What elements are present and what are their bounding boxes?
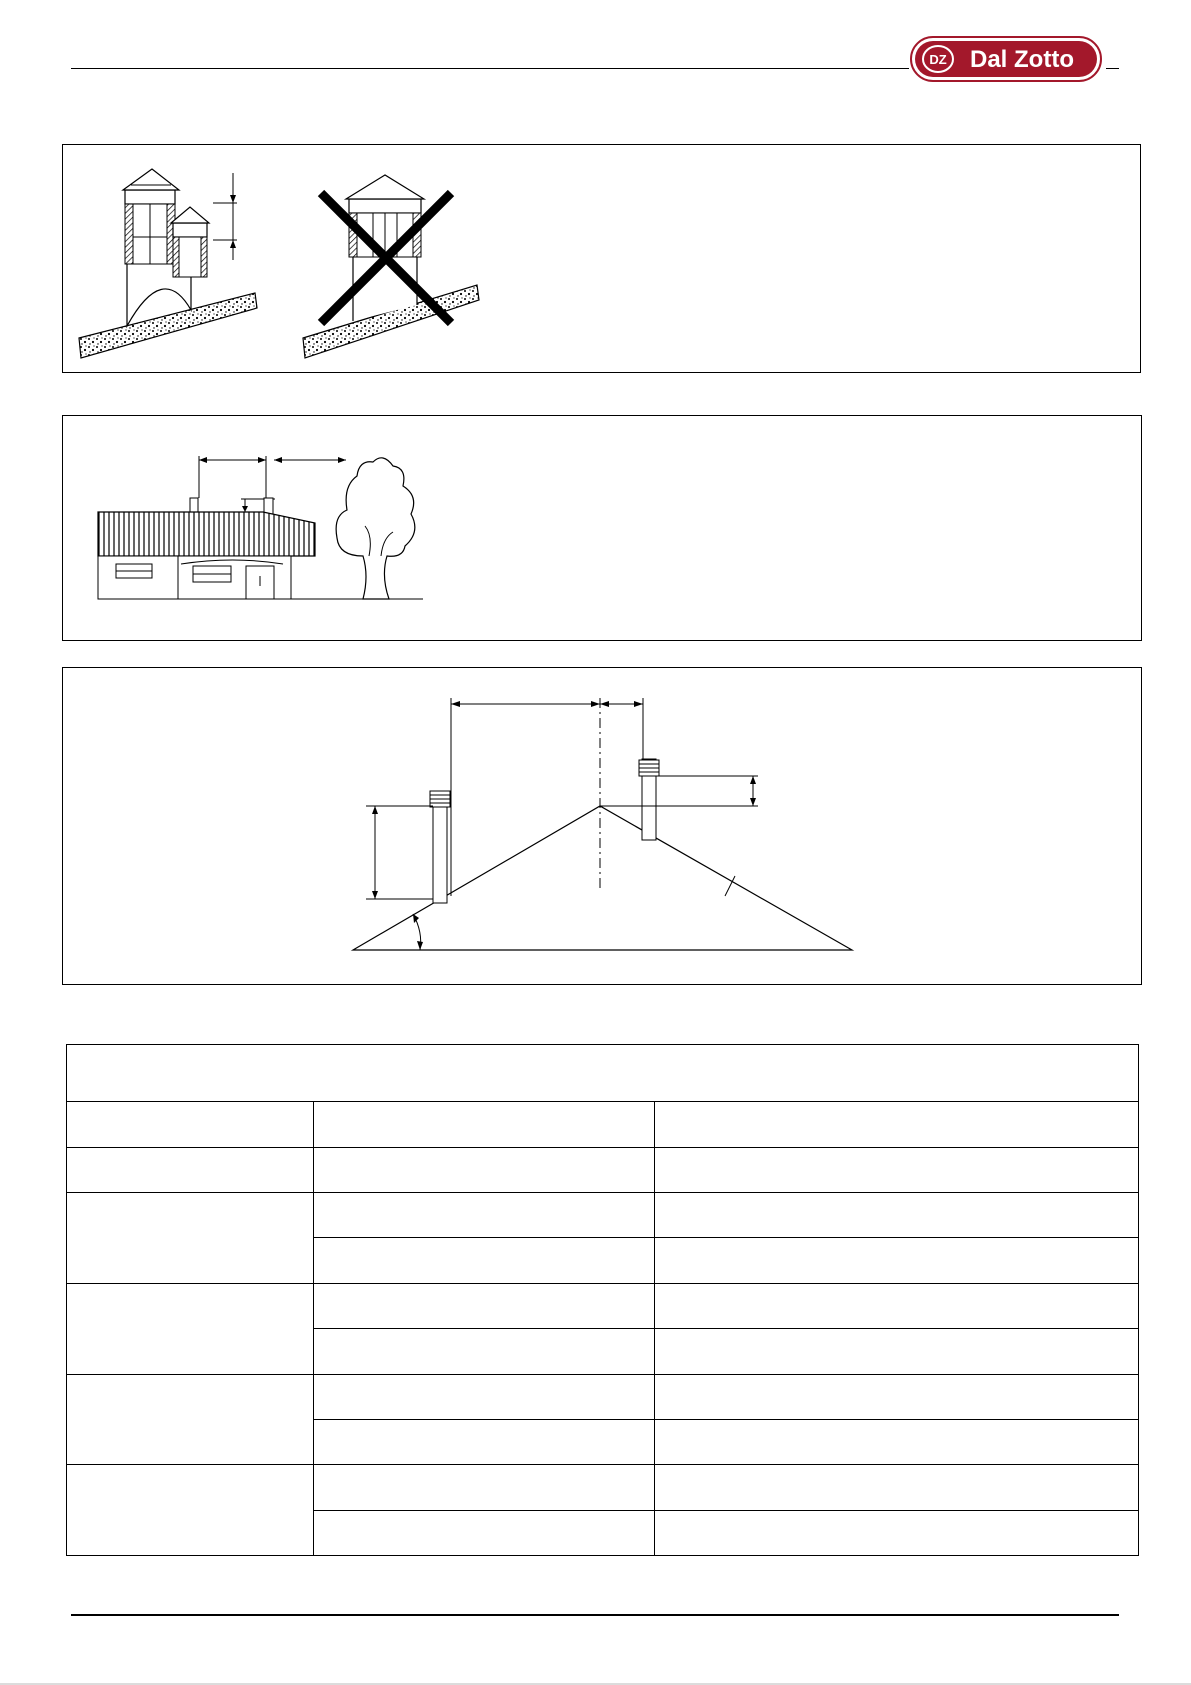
table-header-row [67, 1102, 1139, 1148]
table-row [67, 1465, 1139, 1511]
table-cell [67, 1375, 314, 1465]
table-cell [314, 1148, 655, 1193]
reference-table [66, 1044, 1139, 1556]
table-cell [655, 1102, 1139, 1148]
table-cell [655, 1420, 1139, 1465]
table-cell [67, 1193, 314, 1284]
footer-rule [71, 1614, 1119, 1616]
table-cell [314, 1193, 655, 1238]
table-title-row [67, 1045, 1139, 1102]
table-cell [67, 1284, 314, 1375]
table-cell [314, 1465, 655, 1511]
figure-chimney-comparison [62, 144, 1141, 373]
table-cell [655, 1329, 1139, 1375]
logo-wordmark: Dal Zotto [970, 46, 1074, 73]
table-row [67, 1284, 1139, 1329]
table-cell [314, 1329, 655, 1375]
incorrect-chimney-pair [303, 175, 479, 358]
correct-chimney-pair [79, 169, 257, 358]
table-cell [655, 1193, 1139, 1238]
header-rule-right [1106, 68, 1119, 69]
figure-ridge-roof [62, 667, 1142, 985]
chimney-comparison-drawing [63, 145, 1142, 374]
table-cell [314, 1284, 655, 1329]
table-title [67, 1045, 1139, 1102]
table-cell [67, 1148, 314, 1193]
table-cell [655, 1148, 1139, 1193]
table-row [67, 1148, 1139, 1193]
table-cell [314, 1102, 655, 1148]
table-cell [314, 1511, 655, 1556]
header-rule [71, 68, 909, 69]
table-row [67, 1375, 1139, 1420]
table-cell [67, 1465, 314, 1556]
table-cell [655, 1238, 1139, 1284]
table-cell [655, 1465, 1139, 1511]
table-cell [655, 1284, 1139, 1329]
dal-zotto-logo [910, 36, 1102, 82]
table-cell [314, 1375, 655, 1420]
table-cell [655, 1375, 1139, 1420]
table-cell [655, 1511, 1139, 1556]
table-row [67, 1193, 1139, 1238]
figure-house-tree [62, 415, 1142, 641]
ridge-roof-drawing [63, 668, 1143, 986]
table-cell [67, 1102, 314, 1148]
table-cell [314, 1420, 655, 1465]
tree-icon [336, 458, 415, 599]
house-tree-drawing [63, 416, 1143, 642]
logo-badge: DZ [929, 52, 947, 67]
table-cell [314, 1238, 655, 1284]
